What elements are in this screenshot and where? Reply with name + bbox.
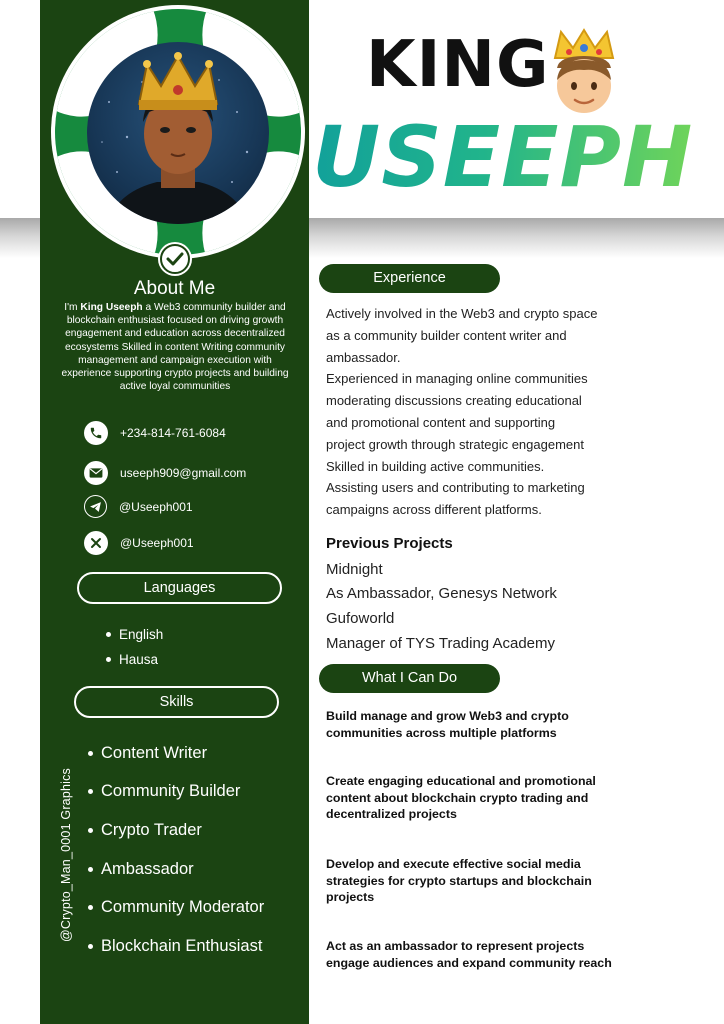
experience-text: Actively involved in the Web3 and crypto space as a community builder content writer and ambassador. Experienced in managing online communities moderating discussions creating educational and promotional content and supporting project growth through strategic engagement Skilled in building active communities. Assisting users and contributing to marketing campaigns across different platforms. [326,306,598,518]
list-item: Blockchain Enthusiast [88,927,264,966]
contact-email[interactable]: useeph909@gmail.com [84,461,246,485]
contact-phone[interactable]: +234-814-761-6084 [84,421,226,445]
list-item: Crypto Trader [88,811,264,850]
list-item: Hausa [106,647,163,672]
x-icon [84,531,108,555]
previous-projects-title: Previous Projects [326,535,453,552]
list-item: Community Builder [88,773,264,812]
skills-list [88,734,264,966]
previous-projects-list [326,557,557,655]
prince-emoji-icon [547,28,621,116]
telegram-icon [84,495,107,518]
graphics-credit: @Crypto_Man_0001 Graphics [59,767,73,943]
list-item: Create engaging educational and promotional content about blockchain crypto trading and decentralized projects [326,774,596,821]
experience-heading: Experience [319,264,500,293]
list-item: Gufoworld [326,609,395,627]
list-item: Community Moderator [88,888,264,927]
list-item: Ambassador [88,850,264,889]
contact-telegram[interactable]: @Useeph001 [84,495,193,518]
list-item: Midnight [326,560,383,578]
about-text: I'm King Useeph a Web3 community builder and blockchain enthusiast focused on driving growth engagement and education across decentralized ecosystems Skilled in content Writing community management and campaign execution with experience supporting crypto projects and building active loyal communities [61,302,289,393]
languages-list [106,622,163,672]
what-i-can-do-heading: What I Can Do [319,664,500,693]
list-item: Content Writer [88,734,264,773]
about-title: About Me [133,278,216,299]
list-item: Develop and execute effective social media strategies for crypto startups and blockchain projects [326,857,592,904]
last-name: USEEPH [312,108,694,206]
verified-badge [158,242,192,276]
contact-x[interactable]: @Useeph001 [84,531,194,555]
list-item: As Ambassador, Genesys Network [326,585,557,603]
about-name: King Useeph [80,302,143,313]
portrait-illustration [87,42,269,224]
list-item: English [106,622,163,647]
mail-icon [84,461,108,485]
avatar [87,42,269,224]
languages-heading: Languages [77,572,282,604]
first-name: KING [366,28,550,102]
phone-icon [84,421,108,445]
list-item: Act as an ambassador to represent projects engage audiences and expand community reach [326,939,612,970]
skills-heading: Skills [74,686,279,718]
list-item: Build manage and grow Web3 and crypto communities across multiple platforms [326,709,569,740]
verified-check-icon [158,242,192,276]
list-item: Manager of TYS Trading Academy [326,634,556,652]
